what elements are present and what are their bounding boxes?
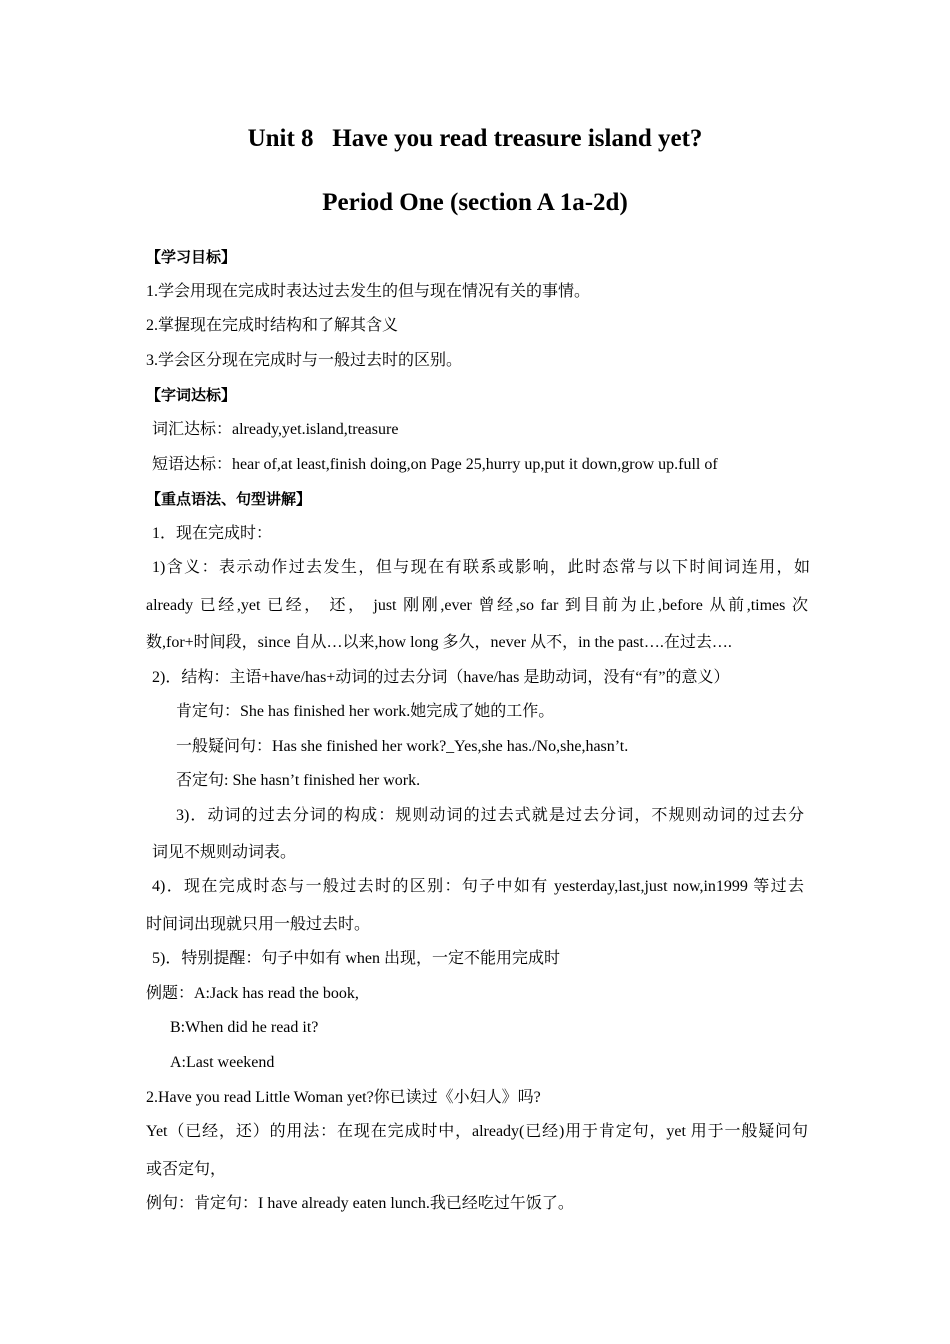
period-subtitle: Period One (section A 1a-2d) (322, 189, 628, 216)
reminder-line: 5)．特别提醒：句子中如有 when 出现，一定不能用完成时 (152, 950, 560, 967)
vocab-words: 词汇达标：already,yet.island,treasure (152, 421, 399, 438)
goals-heading: 【学习目标】 (146, 248, 237, 266)
question-example: 一般疑问句：Has she finished her work?_Yes,she has./No,she,hasn’t. (176, 738, 629, 755)
difference-line: 时间词出现就只用一般过去时。 (146, 916, 371, 933)
difference-line: 4)．现在完成时态与一般过去时的区别：句子中如有 yesterday,last,just now,in1999 等过去 (152, 878, 804, 895)
meaning-line: 数,for+时间段，since 自从…以来,how long 多久，never 从不，in the past….在过去…. (146, 634, 732, 651)
goal-item: 2.掌握现在完成时结构和了解其含义 (146, 317, 399, 334)
negative-example: 否定句: She hasn’t finished her work. (176, 772, 421, 789)
meaning-line: 1)含义：表示动作过去发生，但与现在有联系或影响，此时态常与以下时间词连用，如 (152, 559, 810, 576)
example-line: B:When did he read it? (170, 1019, 319, 1036)
yet-usage-line: 或否定句， (146, 1161, 227, 1178)
vocab-heading: 【字词达标】 (146, 386, 237, 404)
goal-item: 1.学会用现在完成时表达过去发生的但与现在情况有关的事情。 (146, 283, 591, 300)
participle-line: 3)．动词的过去分词的构成：规则动词的过去式就是过去分词，不规则动词的过去分 (176, 807, 804, 824)
example-line: A:Last weekend (170, 1054, 275, 1071)
unit-title: Unit 8 Have you read treasure island yet? (247, 125, 703, 152)
structure-line: 2)．结构：主语+have/has+动词的过去分词（have/has 是助动词，没有“有”的意义） (152, 669, 730, 686)
example-line: 例题：A:Jack has read the book, (146, 985, 359, 1002)
goal-item: 3.学会区分现在完成时与一般过去时的区别。 (146, 352, 463, 369)
yet-usage-line: Yet（已经，还）的用法：在现在完成时中，already(已经)用于肯定句，yet 用于一般疑问句 (146, 1123, 808, 1140)
affirmative-example: 肯定句：She has finished her work.她完成了她的工作。 (176, 703, 555, 720)
yet-example: 例句：肯定句：I have already eaten lunch.我已经吃过午饭了。 (146, 1195, 574, 1212)
meaning-line: already 已经,yet 已经， 还， just 刚刚,ever 曾经,so far 到目前为止,before 从前,times 次 (146, 597, 808, 614)
participle-line: 词见不规则动词表。 (152, 844, 297, 861)
vocab-phrases: 短语达标：hear of,at least,finish doing,on Page 25,hurry up,put it down,grow up.full of (152, 456, 718, 473)
grammar-point-2: 2.Have you read Little Woman yet?你已读过《小妇人》吗? (146, 1089, 541, 1106)
grammar-point-1: 1．现在完成时： (152, 525, 273, 542)
grammar-heading: 【重点语法、句型讲解】 (146, 490, 312, 508)
